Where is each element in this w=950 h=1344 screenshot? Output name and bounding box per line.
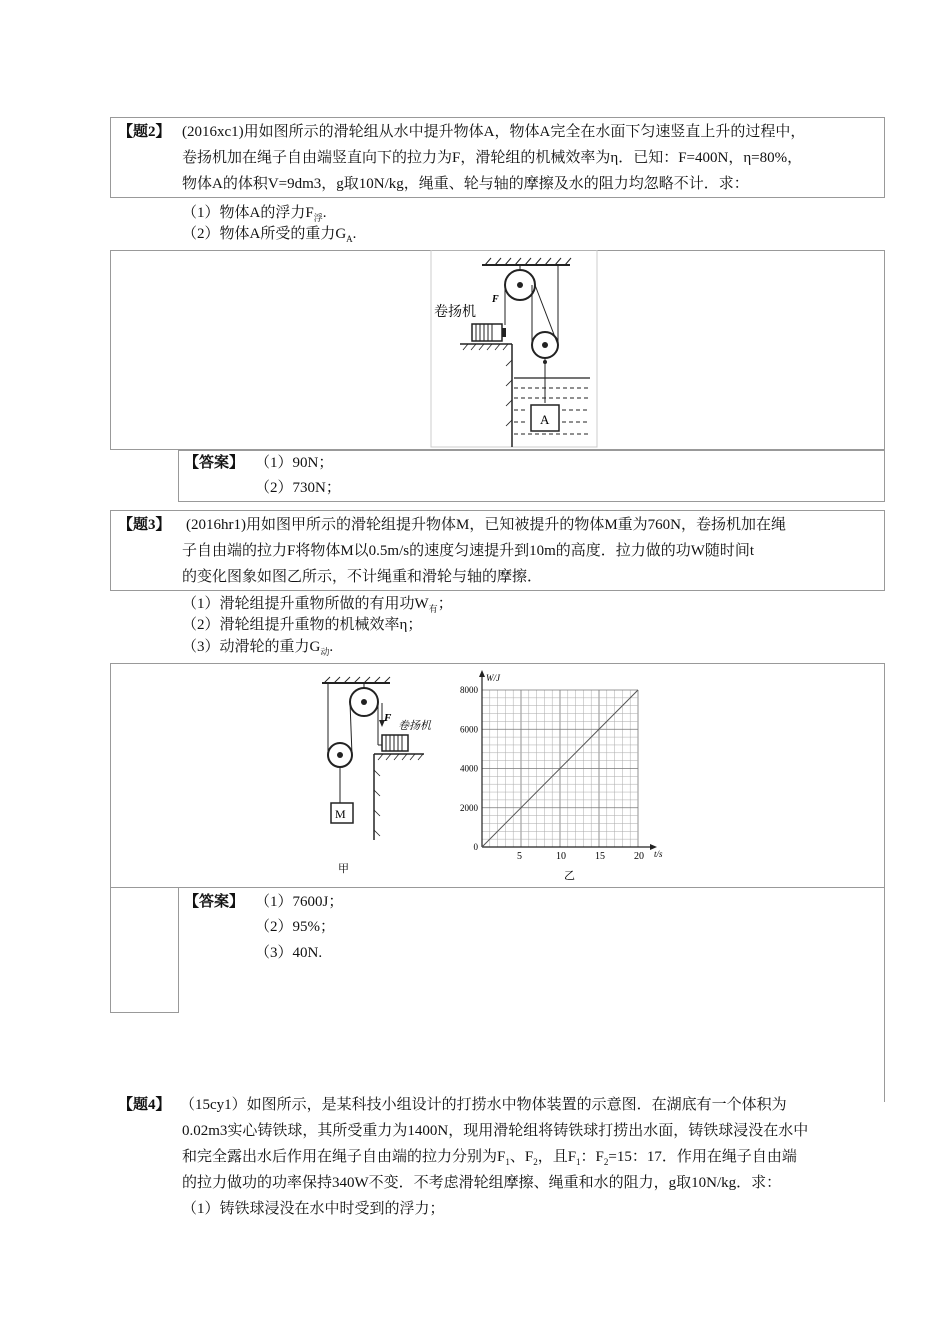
q2-answer-tag: 【答案】	[184, 455, 245, 471]
chart-xtick-label: 10	[556, 851, 566, 862]
q4-line-4: 的拉力做功的功率保持340W不变．不考虑滑轮组摩擦、绳重和水的阻力，g取10N/kg．求：	[182, 1175, 782, 1191]
q3-answer-tag: 【答案】	[184, 894, 245, 910]
q3-line-2: 子自由端的拉力F将物体M以0.5m/s的速度匀速提升到10m的高度．拉力做的功W随时间t	[182, 543, 755, 559]
q3-pulley-figure	[320, 665, 440, 883]
q4-line-3: 和完全露出水后作用在绳子自由端的拉力分别为$F_1$、$F_2$，且$F_1$：$F_2=15$：17．作用在绳子自由端	[182, 1149, 797, 1167]
chart-xlabel: t/s	[654, 849, 663, 859]
q3-tag: 【题3】	[118, 517, 171, 533]
q3-line-1: (2016hr1)用如图甲所示的滑轮组提升物体M，已知被提升的物体M重为760N，卷扬机加在绳	[186, 517, 786, 533]
q3-answer-2: （2）95%；	[255, 919, 335, 935]
q3-object-label: M	[335, 807, 346, 821]
q3-subquestion-3: （3）动滑轮的重力$G_动$.	[182, 639, 334, 657]
q2-tag: 【题2】	[118, 124, 171, 140]
q4-tag: 【题4】	[118, 1097, 171, 1113]
q3-right-caption: 乙	[564, 870, 575, 882]
q2-answer-1: （1）90N；	[255, 455, 334, 471]
chart-ytick-label: 2000	[460, 802, 478, 813]
q3-subquestion-1: （1）滑轮组提升重物所做的有用功$W_有$；	[182, 596, 453, 614]
chart-xtick-label: 15	[595, 851, 605, 862]
q4-subquestion-1: （1）铸铁球浸没在水中时受到的浮力；	[182, 1201, 445, 1217]
q4-line-2: 0.02m3实心铸铁球，其所受重力为1400N，现用滑轮组将铸铁球打捞出水面，铸铁球浸没在水中	[182, 1123, 809, 1139]
q2-answer-2: （2）730N；	[255, 480, 341, 496]
q3-answer-box	[110, 887, 179, 1013]
q2-winch-label: 卷扬机	[434, 305, 476, 320]
chart-xtick-label: 5	[517, 851, 522, 862]
q3-winch-label: 卷扬机	[398, 720, 431, 732]
q3-left-caption: 甲	[338, 863, 349, 875]
q3-answer-right-border	[884, 887, 885, 1102]
q2-subquestion-1: （1）物体A的浮力$F_浮$.	[182, 205, 327, 223]
chart-ytick-label: 6000	[460, 724, 478, 735]
q3-force-label: F	[384, 712, 392, 724]
q2-object-label: A	[540, 412, 550, 427]
chart-ytick-label: 8000	[460, 685, 478, 695]
q2-line-2: 卷扬机加在绳子自由端竖直向下的拉力为F，滑轮组的机械效率为η．已知：F=400N，η=80%，	[182, 150, 803, 166]
q3-answer-3: （3）40N.	[255, 945, 323, 961]
q2-line-1: (2016xc1)用如图所示的滑轮组从水中提升物体A，物体A完全在水面下匀速竖直上升的过程中，	[182, 124, 806, 140]
q4-line-1: （15cy1）如图所示，是某科技小组设计的打捞水中物体装置的示意图．在湖底有一个体积为	[180, 1097, 787, 1113]
chart-ytick-label: 4000	[460, 763, 478, 774]
chart-ytick-label: 0	[473, 842, 478, 852]
chart-y-axis-arrow	[479, 670, 485, 677]
q2-force-label: F	[492, 294, 499, 305]
q2-line-3: 物体A的体积V=9dm3，g取10N/kg，绳重、轮与轴的摩擦及水的阻力均忽略不计．求：	[182, 176, 749, 192]
q2-subquestion-2: （2）物体A所受的重力$G_A$.	[182, 226, 357, 244]
q3-subquestion-2: （2）滑轮组提升重物的机械效率η；	[182, 617, 423, 633]
chart-xtick-label: 20	[634, 851, 644, 862]
q2-pulley-figure	[430, 250, 598, 448]
chart-ylabel: W/J	[486, 673, 500, 683]
q3-work-time-chart	[440, 665, 675, 885]
q3-line-3: 的变化图象如图乙所示，不计绳重和滑轮与轴的摩擦．	[182, 569, 543, 585]
q3-answer-1: （1）7600J；	[255, 894, 344, 910]
